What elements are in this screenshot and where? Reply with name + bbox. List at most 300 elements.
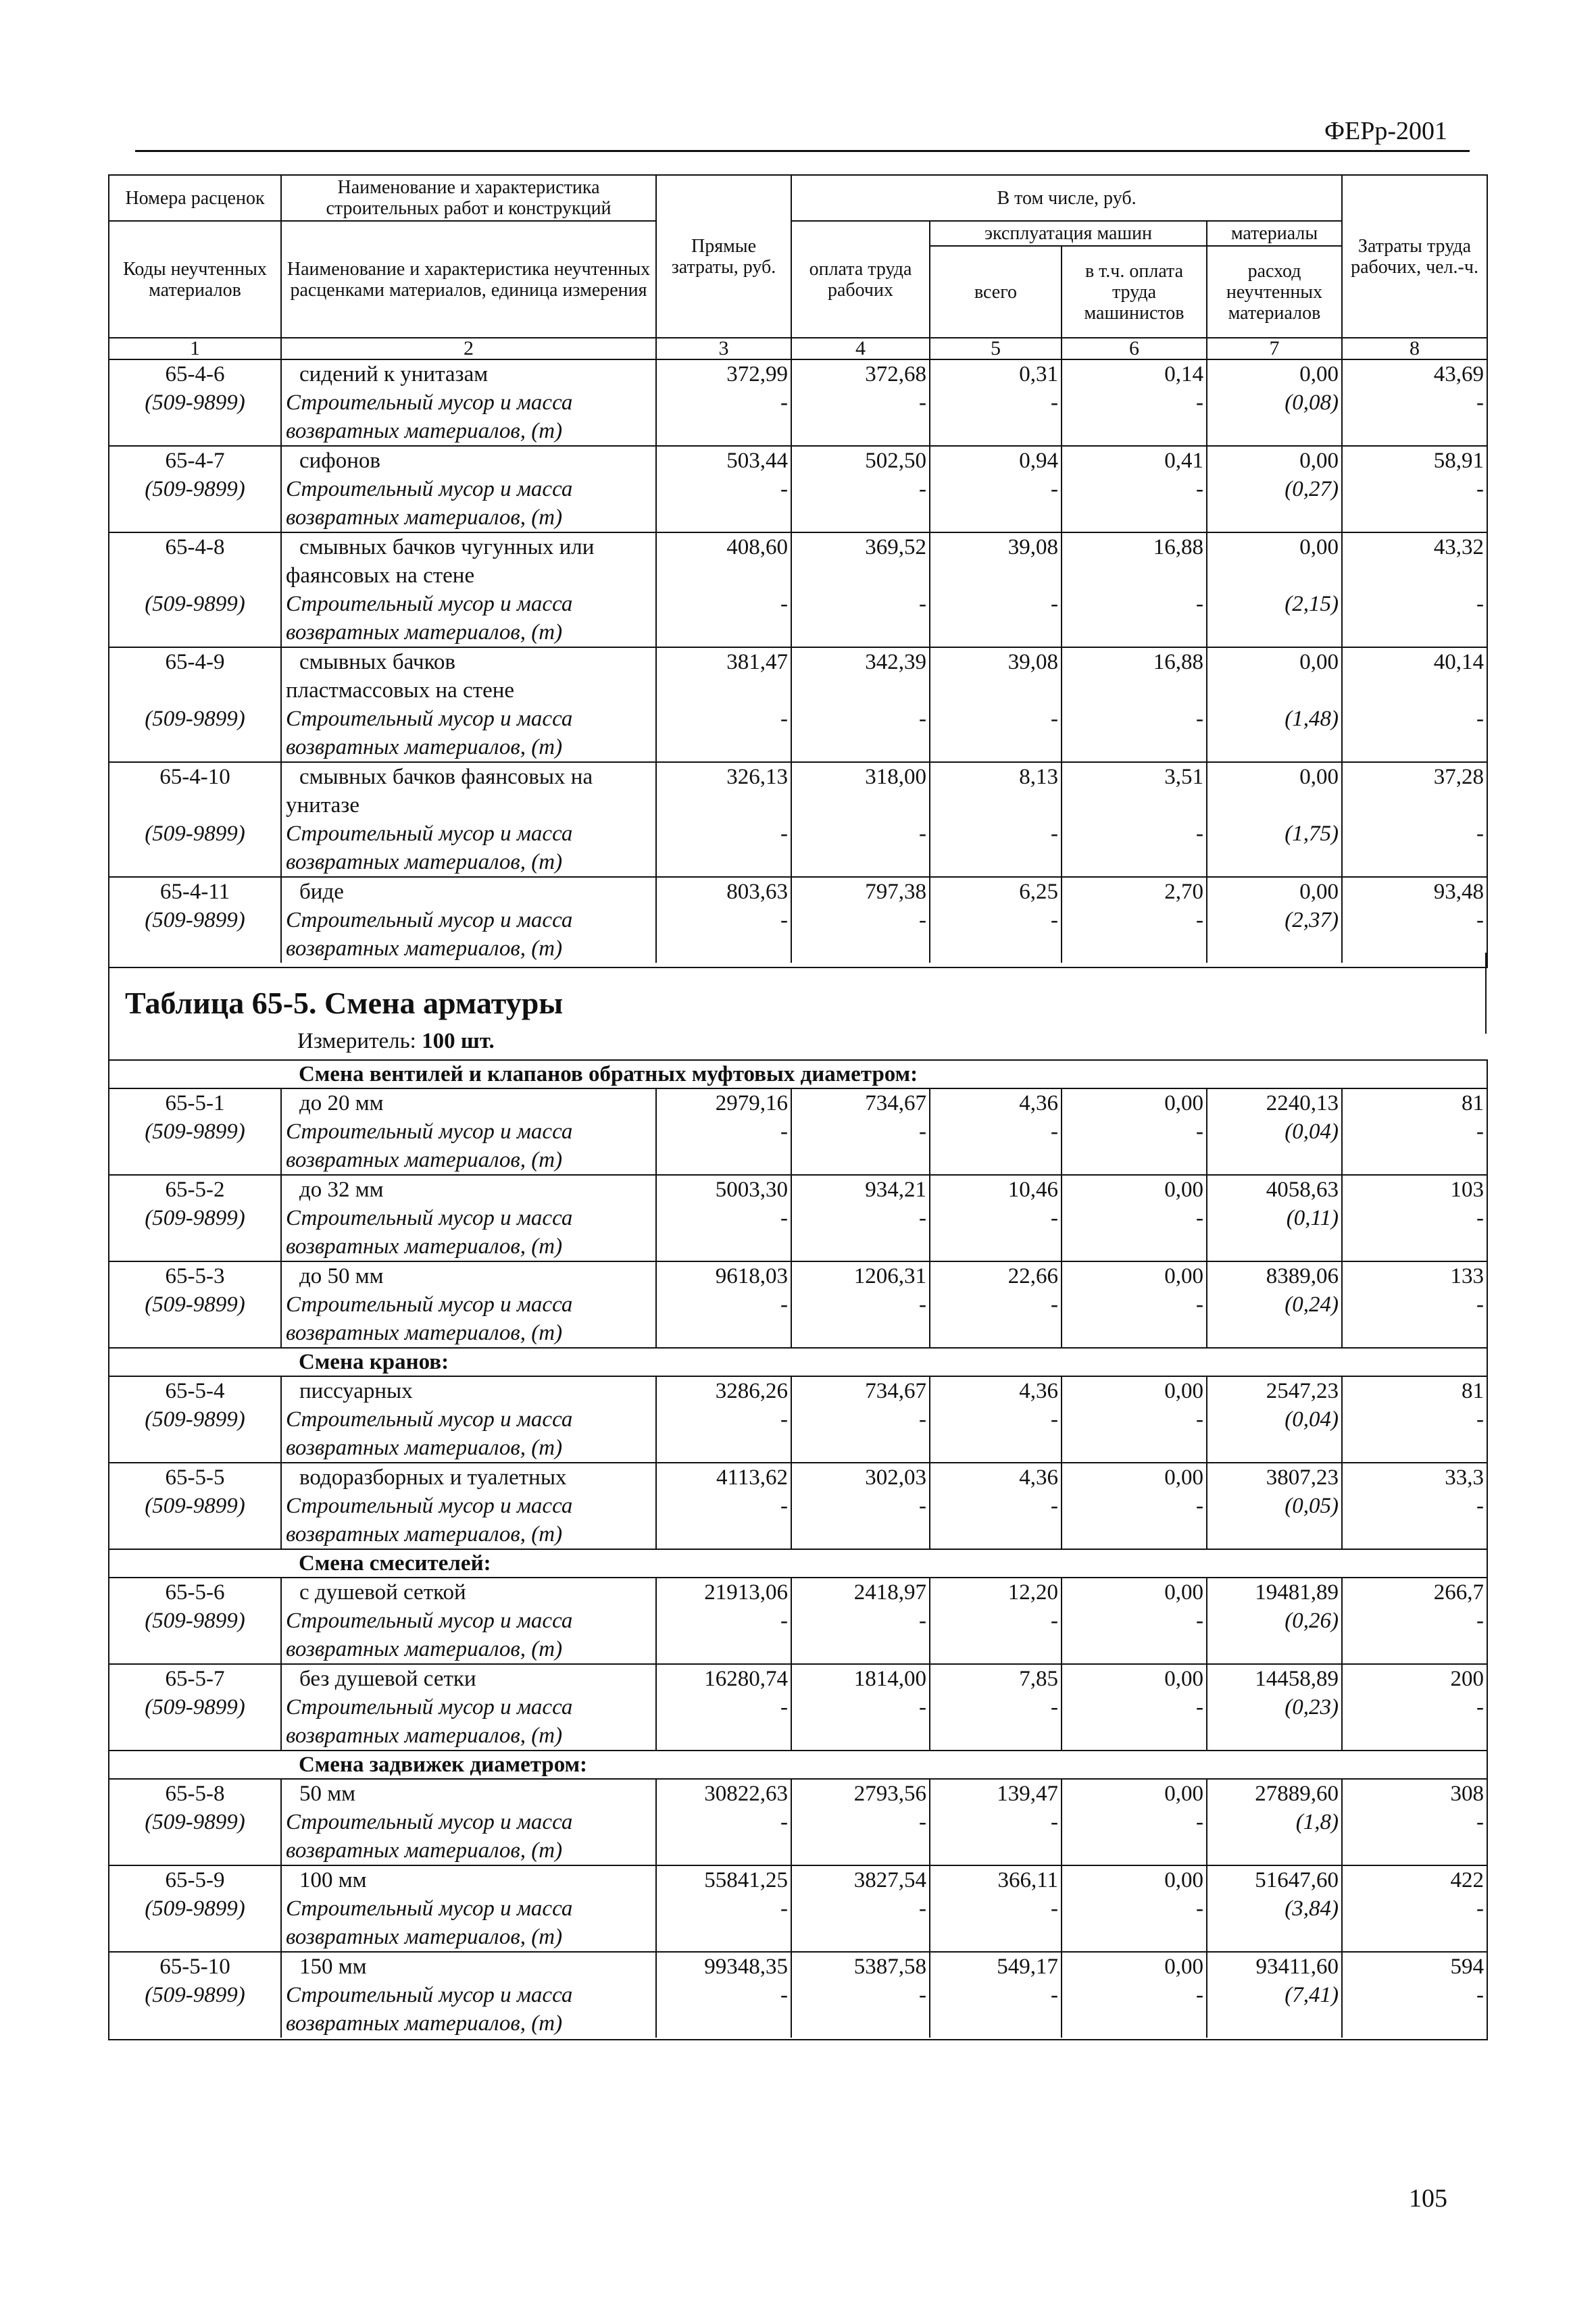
machinist-pay xyxy=(1062,1578,1207,1664)
unaccounted-material-qty: (2,37) xyxy=(1285,908,1339,932)
materials xyxy=(1207,1664,1342,1751)
direct-costs-value: 4113,62 xyxy=(716,1465,788,1490)
labor-pay-value: 797,38 xyxy=(865,880,926,904)
machine-total xyxy=(930,1088,1062,1175)
materials-value: 4058,63 xyxy=(1266,1178,1339,1202)
machinist-pay xyxy=(1062,1175,1207,1261)
dash: - xyxy=(1051,908,1058,932)
unaccounted-material-qty: (0,08) xyxy=(1285,391,1339,415)
direct-costs xyxy=(656,532,791,647)
materials-value: 2547,23 xyxy=(1266,1379,1339,1403)
table-row xyxy=(109,1952,1487,2038)
rate-code: 65-5-9 xyxy=(165,1868,225,1892)
col2-top-header: Наименование и характеристика строительных работ и конструкций xyxy=(281,175,656,221)
direct-costs xyxy=(656,446,791,532)
labor-hours xyxy=(1342,762,1487,877)
work-name: смывных бачков фаянсовых на xyxy=(299,765,593,789)
work-name-cell xyxy=(281,1463,656,1549)
labor-pay xyxy=(791,762,930,877)
measure-label: Измеритель: xyxy=(297,1029,416,1053)
machinist-pay-value: 0,14 xyxy=(1164,362,1203,386)
machinist-pay-value: 0,00 xyxy=(1164,1264,1203,1288)
dash: - xyxy=(1476,707,1485,731)
dash: - xyxy=(780,1810,788,1834)
unaccounted-material-qty: (3,84) xyxy=(1285,1896,1339,1921)
material-name: Строительный мусор и масса возвратных материалов, (т) xyxy=(286,1292,573,1345)
labor-pay xyxy=(791,1865,930,1952)
work-name-continued: унитазе xyxy=(286,793,359,818)
direct-costs xyxy=(656,1376,791,1463)
work-name-cell xyxy=(281,1865,656,1952)
material-code: (509-9899) xyxy=(145,1896,245,1921)
direct-costs-header: Прямые затраты, руб. xyxy=(656,175,791,338)
labor-pay xyxy=(791,1175,930,1261)
machine-total-value: 139,47 xyxy=(997,1782,1058,1806)
dash: - xyxy=(919,1292,926,1317)
rate-code: 65-5-6 xyxy=(165,1580,225,1605)
machinist-pay-value: 0,00 xyxy=(1164,1465,1203,1490)
material-code: (509-9899) xyxy=(145,477,245,501)
labor-hours-value: 81 xyxy=(1462,1379,1485,1403)
rate-code: 65-4-9 xyxy=(165,650,225,674)
labor-pay xyxy=(791,1779,930,1865)
dash: - xyxy=(780,391,788,415)
labor-pay xyxy=(791,1578,930,1664)
labor-hours xyxy=(1342,1578,1487,1664)
unaccounted-material-qty: (0,26) xyxy=(1285,1609,1339,1633)
material-name: Строительный мусор и масса возвратных материалов, (т) xyxy=(286,1695,573,1748)
unaccounted-material-qty: (0,04) xyxy=(1285,1120,1339,1144)
group-heading-row xyxy=(109,1348,1487,1376)
labor-hours xyxy=(1342,1261,1487,1348)
dash: - xyxy=(1196,1120,1203,1144)
dash: - xyxy=(919,1896,926,1921)
dash: - xyxy=(1476,1695,1485,1719)
work-name: до 50 мм xyxy=(299,1264,384,1288)
rate-code: 65-5-8 xyxy=(165,1782,225,1806)
material-name: Строительный мусор и масса возвратных материалов, (т) xyxy=(286,1896,573,1949)
direct-costs xyxy=(656,1175,791,1261)
rate-code-cell xyxy=(109,1865,281,1952)
unaccounted-material-qty: (0,23) xyxy=(1285,1695,1339,1719)
table-header xyxy=(109,175,1487,359)
dash: - xyxy=(1476,822,1485,846)
labor-pay-value: 3827,54 xyxy=(853,1868,926,1892)
materials xyxy=(1207,647,1342,762)
machine-total-value: 0,31 xyxy=(1019,362,1058,386)
column-number: 2 xyxy=(281,338,656,359)
machine-total-value: 549,17 xyxy=(997,1955,1058,1979)
machinist-pay-value: 0,00 xyxy=(1164,1868,1203,1892)
direct-costs xyxy=(656,1952,791,2038)
materials xyxy=(1207,359,1342,446)
dash: - xyxy=(1051,1983,1058,2007)
direct-costs xyxy=(656,1088,791,1175)
labor-hours-value: 308 xyxy=(1450,1782,1485,1806)
machine-total xyxy=(930,532,1062,647)
dash: - xyxy=(780,1206,788,1230)
including-header: В том числе, руб. xyxy=(791,175,1342,221)
machine-total-value: 6,25 xyxy=(1019,880,1058,904)
labor-pay xyxy=(791,1664,930,1751)
dash: - xyxy=(919,707,926,731)
table-row xyxy=(109,532,1487,647)
material-name: Строительный мусор и масса возвратных материалов, (т) xyxy=(286,707,573,759)
materials-unaccounted-header: расход неучтенных материалов xyxy=(1207,246,1342,338)
labor-pay xyxy=(791,647,930,762)
labor-hours-value: 103 xyxy=(1450,1178,1485,1202)
direct-costs-value: 16280,74 xyxy=(704,1667,788,1691)
column-number: 4 xyxy=(791,338,930,359)
dash: - xyxy=(919,1609,926,1633)
direct-costs-value: 2979,16 xyxy=(715,1091,788,1115)
materials xyxy=(1207,446,1342,532)
work-name: без душевой сетки xyxy=(299,1667,476,1691)
dash: - xyxy=(1196,1896,1203,1921)
rate-code-cell xyxy=(109,1664,281,1751)
labor-hours xyxy=(1342,1376,1487,1463)
material-code: (509-9899) xyxy=(145,1609,245,1633)
machinist-pay-value: 0,00 xyxy=(1164,1667,1203,1691)
rate-code-cell xyxy=(109,446,281,532)
table-row xyxy=(109,359,1487,446)
labor-hours xyxy=(1342,359,1487,446)
labor-hours xyxy=(1342,532,1487,647)
labor-pay-value: 1814,00 xyxy=(853,1667,926,1691)
dash: - xyxy=(1051,1407,1058,1432)
direct-costs xyxy=(656,1578,791,1664)
materials-value: 0,00 xyxy=(1299,765,1339,789)
dash: - xyxy=(919,592,926,616)
dash: - xyxy=(780,1609,788,1633)
machinist-pay-value: 16,88 xyxy=(1153,535,1203,559)
materials-value: 0,00 xyxy=(1299,362,1339,386)
machine-total xyxy=(930,1261,1062,1348)
materials-value: 93411,60 xyxy=(1255,1955,1339,1979)
dash: - xyxy=(780,822,788,846)
dash: - xyxy=(780,592,788,616)
work-name-cell xyxy=(281,359,656,446)
machinist-pay-value: 3,51 xyxy=(1164,765,1203,789)
dash: - xyxy=(1196,1494,1203,1518)
table-row xyxy=(109,1779,1487,1865)
unaccounted-material-qty: (2,15) xyxy=(1285,592,1339,616)
dash: - xyxy=(780,1695,788,1719)
dash: - xyxy=(1476,1609,1485,1633)
materials-value: 0,00 xyxy=(1299,449,1339,473)
labor-pay xyxy=(791,1463,930,1549)
labor-hours-value: 81 xyxy=(1462,1091,1485,1115)
table-row xyxy=(109,1664,1487,1751)
table-row xyxy=(109,1175,1487,1261)
work-name: водоразборных и туалетных xyxy=(299,1465,567,1490)
machinist-pay xyxy=(1062,1952,1207,2038)
labor-pay-value: 1206,31 xyxy=(853,1264,926,1288)
rate-code-cell xyxy=(109,1261,281,1348)
direct-costs-value: 803,63 xyxy=(726,880,788,904)
direct-costs xyxy=(656,762,791,877)
table-row xyxy=(109,1088,1487,1175)
dash: - xyxy=(919,391,926,415)
dash: - xyxy=(1196,1292,1203,1317)
unaccounted-material-qty: (1,8) xyxy=(1295,1810,1339,1834)
dash: - xyxy=(780,908,788,932)
rate-code-cell xyxy=(109,1088,281,1175)
rate-code-cell xyxy=(109,762,281,877)
group-heading: Смена кранов: xyxy=(109,1348,1487,1376)
dash: - xyxy=(1476,1810,1485,1834)
labor-pay-value: 302,03 xyxy=(865,1465,926,1490)
work-name-cell xyxy=(281,1175,656,1261)
rate-code: 65-4-6 xyxy=(165,362,225,386)
materials xyxy=(1207,1376,1342,1463)
machine-total xyxy=(930,1376,1062,1463)
labor-hours xyxy=(1342,1088,1487,1175)
labor-pay-value: 342,39 xyxy=(865,650,926,674)
work-name-cell xyxy=(281,762,656,877)
dash: - xyxy=(919,1206,926,1230)
unaccounted-material-qty: (7,41) xyxy=(1285,1983,1339,2007)
machine-total-value: 12,20 xyxy=(1007,1580,1058,1605)
machine-total xyxy=(930,446,1062,532)
section-title: Таблица 65-5. Смена арматуры xyxy=(125,986,564,1020)
labor-pay-value: 318,00 xyxy=(865,765,926,789)
dash: - xyxy=(1196,592,1203,616)
material-name: Строительный мусор и масса возвратных материалов, (т) xyxy=(286,391,573,443)
table-frame-left xyxy=(108,953,109,1059)
machine-total xyxy=(930,359,1062,446)
rate-code: 65-4-7 xyxy=(165,449,225,473)
labor-pay-value: 734,67 xyxy=(865,1091,926,1115)
machine-total-header: всего xyxy=(930,246,1062,338)
machinist-pay-header: в т.ч. оплата труда машинистов xyxy=(1062,246,1207,338)
material-code: (509-9899) xyxy=(145,1983,245,2007)
col1-top-header: Номера расценок xyxy=(109,175,281,221)
labor-hours xyxy=(1342,1779,1487,1865)
material-code: (509-9899) xyxy=(145,1120,245,1144)
labor-hours-value: 133 xyxy=(1450,1264,1485,1288)
work-name-cell xyxy=(281,446,656,532)
rate-code: 65-5-2 xyxy=(165,1178,225,1202)
dash: - xyxy=(919,822,926,846)
rate-code-cell xyxy=(109,647,281,762)
direct-costs-value: 55841,25 xyxy=(704,1868,788,1892)
dash: - xyxy=(1476,1896,1485,1921)
material-name: Строительный мусор и масса возвратных материалов, (т) xyxy=(286,1609,573,1661)
machine-total xyxy=(930,647,1062,762)
direct-costs xyxy=(656,1463,791,1549)
dash: - xyxy=(780,477,788,501)
rate-code: 65-4-11 xyxy=(159,880,230,904)
labor-hours xyxy=(1342,877,1487,963)
material-code: (509-9899) xyxy=(145,908,245,932)
work-name: 100 мм xyxy=(299,1868,367,1892)
unaccounted-material-qty: (0,24) xyxy=(1285,1292,1339,1317)
direct-costs-value: 503,44 xyxy=(726,449,788,473)
work-name-cell xyxy=(281,1088,656,1175)
table-row xyxy=(109,1463,1487,1549)
machinist-pay xyxy=(1062,1463,1207,1549)
materials-value: 0,00 xyxy=(1299,535,1339,559)
dash: - xyxy=(1196,908,1203,932)
rate-code-cell xyxy=(109,1376,281,1463)
materials-value: 0,00 xyxy=(1299,880,1339,904)
machinist-pay xyxy=(1062,1779,1207,1865)
machinist-pay xyxy=(1062,762,1207,877)
material-code: (509-9899) xyxy=(145,391,245,415)
work-name: сифонов xyxy=(299,449,380,473)
material-name: Строительный мусор и масса возвратных материалов, (т) xyxy=(286,822,573,874)
rate-code: 65-5-5 xyxy=(165,1465,225,1490)
labor-hours-value: 43,69 xyxy=(1433,362,1485,386)
work-name-cell xyxy=(281,1261,656,1348)
machinist-pay-value: 2,70 xyxy=(1164,880,1203,904)
dash: - xyxy=(780,1494,788,1518)
materials xyxy=(1207,877,1342,963)
direct-costs-value: 9618,03 xyxy=(715,1264,788,1288)
materials-value: 19481,89 xyxy=(1255,1580,1339,1605)
labor-pay-value: 372,68 xyxy=(865,362,926,386)
dash: - xyxy=(1476,1494,1485,1518)
machinist-pay-value: 0,00 xyxy=(1164,1379,1203,1403)
materials xyxy=(1207,1952,1342,2038)
work-name: смывных бачков xyxy=(299,650,456,674)
material-code: (509-9899) xyxy=(145,707,245,731)
machinist-pay xyxy=(1062,532,1207,647)
dash: - xyxy=(1196,822,1203,846)
unaccounted-material-qty: (0,05) xyxy=(1285,1494,1339,1518)
material-name: Строительный мусор и масса возвратных материалов, (т) xyxy=(286,1407,573,1460)
materials xyxy=(1207,1088,1342,1175)
materials-header: материалы xyxy=(1207,221,1342,246)
direct-costs xyxy=(656,1664,791,1751)
dash: - xyxy=(1051,1494,1058,1518)
labor-pay xyxy=(791,359,930,446)
rate-code-cell xyxy=(109,532,281,647)
work-name: до 32 мм xyxy=(299,1178,384,1202)
materials xyxy=(1207,1779,1342,1865)
materials-value: 51647,60 xyxy=(1255,1868,1339,1892)
work-name-cell xyxy=(281,1952,656,2038)
dash: - xyxy=(1476,1206,1485,1230)
table-row xyxy=(109,1376,1487,1463)
material-name: Строительный мусор и масса возвратных материалов, (т) xyxy=(286,1810,573,1863)
rate-code-cell xyxy=(109,359,281,446)
direct-costs xyxy=(656,1865,791,1952)
machinist-pay xyxy=(1062,359,1207,446)
labor-hours xyxy=(1342,446,1487,532)
dash: - xyxy=(1051,391,1058,415)
work-name-cell xyxy=(281,1578,656,1664)
machine-total-value: 0,94 xyxy=(1019,449,1058,473)
machinist-pay-value: 0,00 xyxy=(1164,1178,1203,1202)
dash: - xyxy=(919,477,926,501)
dash: - xyxy=(919,1983,926,2007)
dash: - xyxy=(919,1120,926,1144)
column-number: 1 xyxy=(109,338,281,359)
materials-value: 8389,06 xyxy=(1266,1264,1339,1288)
material-name: Строительный мусор и масса возвратных материалов, (т) xyxy=(286,1494,573,1546)
material-code: (509-9899) xyxy=(145,1695,245,1719)
dash: - xyxy=(1476,1407,1485,1432)
direct-costs-value: 372,99 xyxy=(726,362,788,386)
work-name: биде xyxy=(299,880,344,904)
dash: - xyxy=(1196,1407,1203,1432)
material-code: (509-9899) xyxy=(145,592,245,616)
material-name: Строительный мусор и масса возвратных материалов, (т) xyxy=(286,1983,573,2036)
rate-code-cell xyxy=(109,1578,281,1664)
group-heading: Смена вентилей и клапанов обратных муфтовых диаметром: xyxy=(109,1060,1487,1088)
machine-total-value: 39,08 xyxy=(1007,535,1058,559)
dash: - xyxy=(1051,1120,1058,1144)
labor-hours xyxy=(1342,1952,1487,2038)
table-end-row xyxy=(109,2038,1487,2040)
rate-code: 65-5-4 xyxy=(165,1379,225,1403)
direct-costs xyxy=(656,359,791,446)
machine-total-value: 4,36 xyxy=(1019,1091,1058,1115)
dash: - xyxy=(1476,1292,1485,1317)
dash: - xyxy=(1051,822,1058,846)
work-name-cell xyxy=(281,1376,656,1463)
work-name-continued: пластмассовых на стене xyxy=(286,678,515,703)
dash: - xyxy=(1476,477,1485,501)
dash: - xyxy=(780,1896,788,1921)
rate-code: 65-5-3 xyxy=(165,1264,225,1288)
material-code: (509-9899) xyxy=(145,822,245,846)
table-gap-row xyxy=(109,963,1487,967)
dash: - xyxy=(1196,1695,1203,1719)
material-code: (509-9899) xyxy=(145,1810,245,1834)
dash: - xyxy=(1051,1292,1058,1317)
rate-code: 65-5-1 xyxy=(165,1091,225,1115)
dash: - xyxy=(1476,908,1485,932)
dash: - xyxy=(1196,707,1203,731)
work-name: сидений к унитазам xyxy=(299,362,489,386)
dash: - xyxy=(919,1494,926,1518)
work-name: 50 мм xyxy=(299,1782,356,1806)
materials-value: 14458,89 xyxy=(1255,1667,1339,1691)
labor-hours-value: 266,7 xyxy=(1433,1580,1485,1605)
rate-code: 65-4-10 xyxy=(159,765,230,789)
col2-bottom-header: Наименование и характеристика неучтенных расценками материалов, единица измерения xyxy=(281,221,656,338)
unaccounted-material-qty: (1,75) xyxy=(1285,822,1339,846)
work-name: до 20 мм xyxy=(299,1091,384,1115)
table-row xyxy=(109,446,1487,532)
rate-code: 65-5-7 xyxy=(165,1667,225,1691)
dash: - xyxy=(1051,707,1058,731)
rate-code-cell xyxy=(109,1952,281,2038)
material-code: (509-9899) xyxy=(145,1407,245,1432)
dash: - xyxy=(1051,1896,1058,1921)
labor-hours-value: 422 xyxy=(1450,1868,1485,1892)
direct-costs-value: 326,13 xyxy=(726,765,788,789)
table-row xyxy=(109,647,1487,762)
document-code: ФЕРр-2001 xyxy=(1324,117,1448,145)
dash: - xyxy=(780,1983,788,2007)
measure-unit xyxy=(297,1029,495,1054)
group-heading-row xyxy=(109,1549,1487,1578)
work-name-cell xyxy=(281,1779,656,1865)
machinist-pay xyxy=(1062,1664,1207,1751)
group-heading-row xyxy=(109,1751,1487,1779)
machinist-pay-value: 0,00 xyxy=(1164,1955,1203,1979)
direct-costs-value: 5003,30 xyxy=(715,1178,788,1202)
materials xyxy=(1207,532,1342,647)
work-name: с душевой сеткой xyxy=(299,1580,466,1605)
labor-hours-value: 43,32 xyxy=(1433,535,1485,559)
material-code: (509-9899) xyxy=(145,1292,245,1317)
machinist-pay xyxy=(1062,647,1207,762)
